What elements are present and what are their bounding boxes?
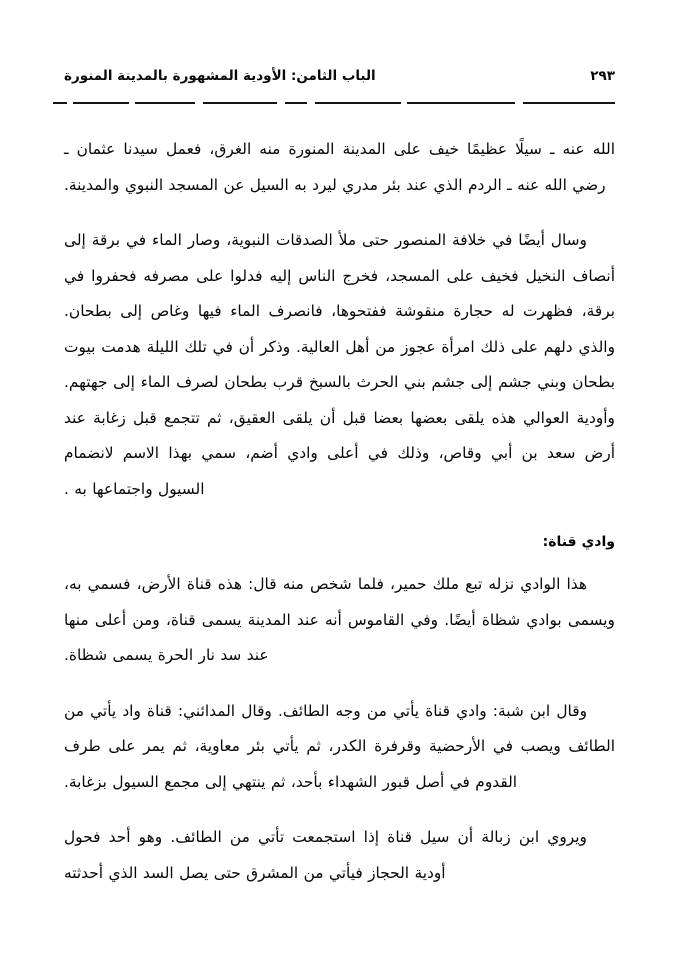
running-head — [64, 68, 615, 94]
paragraph-1: الله عنه ـ سيلًا عظيمًا خيف على المدينة المنورة منه الغرق، فعمل سيدنا عثمان ـ رضي الله عنه ـ الردم الذي عند بئر مدري ليرد به السيل عن المسجد النبوي والمدينة. — [64, 140, 615, 194]
paragraph-4: وقال ابن شبة: وادي قناة يأتي من وجه الطائف. وقال المدائني: قناة واد يأتي من الطائف ويصب في الأرحضية وقرفرة الكدر، ثم يأتي بئر معاوية، ثم يمر على طرف القدوم في أصل قبور الشهداء بأحد، ثم ينتهي إلى مجمع السيول بزغابة. — [64, 701, 615, 791]
body-text-column — [64, 132, 615, 891]
page-number: ٢٩٣ — [590, 68, 615, 84]
header-divider-rule — [64, 101, 615, 105]
paragraph-2: وسال أيضًا في خلافة المنصور حتى ملأ الصدقات النبوية، وصار الماء في برقة إلى أنصاف النخيل فخيف على المسجد، فخرج الناس إليه فدلوا على مصرفه فحفروا في برقة، فظهرت له حجارة منقوشة ففتحوها، فانصرف الماء فيها وغاص إلى بطحان. والذي دلهم على ذلك امرأة عجوز من أهل العالية. وذكر أن في تلك الليلة هدمت بيوت بطحان وبني جشم إلى جشم بني الحرث بالسبخ قرب بطحان لصرف الماء إلى جهتهم. وأودية العوالي هذه يلقى بعضها بعضا قبل أن يلقى العقيق، ثم تتجمع قبل زغابة عند أرض سعد بن أبي وقاص، وذلك في أعلى وادي أضم، سمي بهذا الاسم لانضمام السيول واجتماعها به . — [64, 231, 615, 498]
paragraph-3: هذا الوادي نزله تبع ملك حمير، فلما شخص منه قال: هذه قناة الأرض، فسمي به، ويسمى بوادي شظاة أيضًا. وفي القاموس أنه عند المدينة يسمى قناة، ومن أعلى منها عند سد نار الحرة يسمى شظاة. — [64, 575, 615, 664]
chapter-title: الباب الثامن: الأودية المشهورة بالمدينة المنورة — [64, 68, 376, 84]
section-heading-wadi-qanat: وادي قناة: — [542, 534, 615, 550]
paragraph-5: ويروي ابن زبالة أن سيل قناة إذا استجمعت تأتي من الطائف. وهو أحد فحول أودية الحجاز فيأتي من المشرق حتى يصل السد الذي أحدثته — [64, 828, 587, 882]
